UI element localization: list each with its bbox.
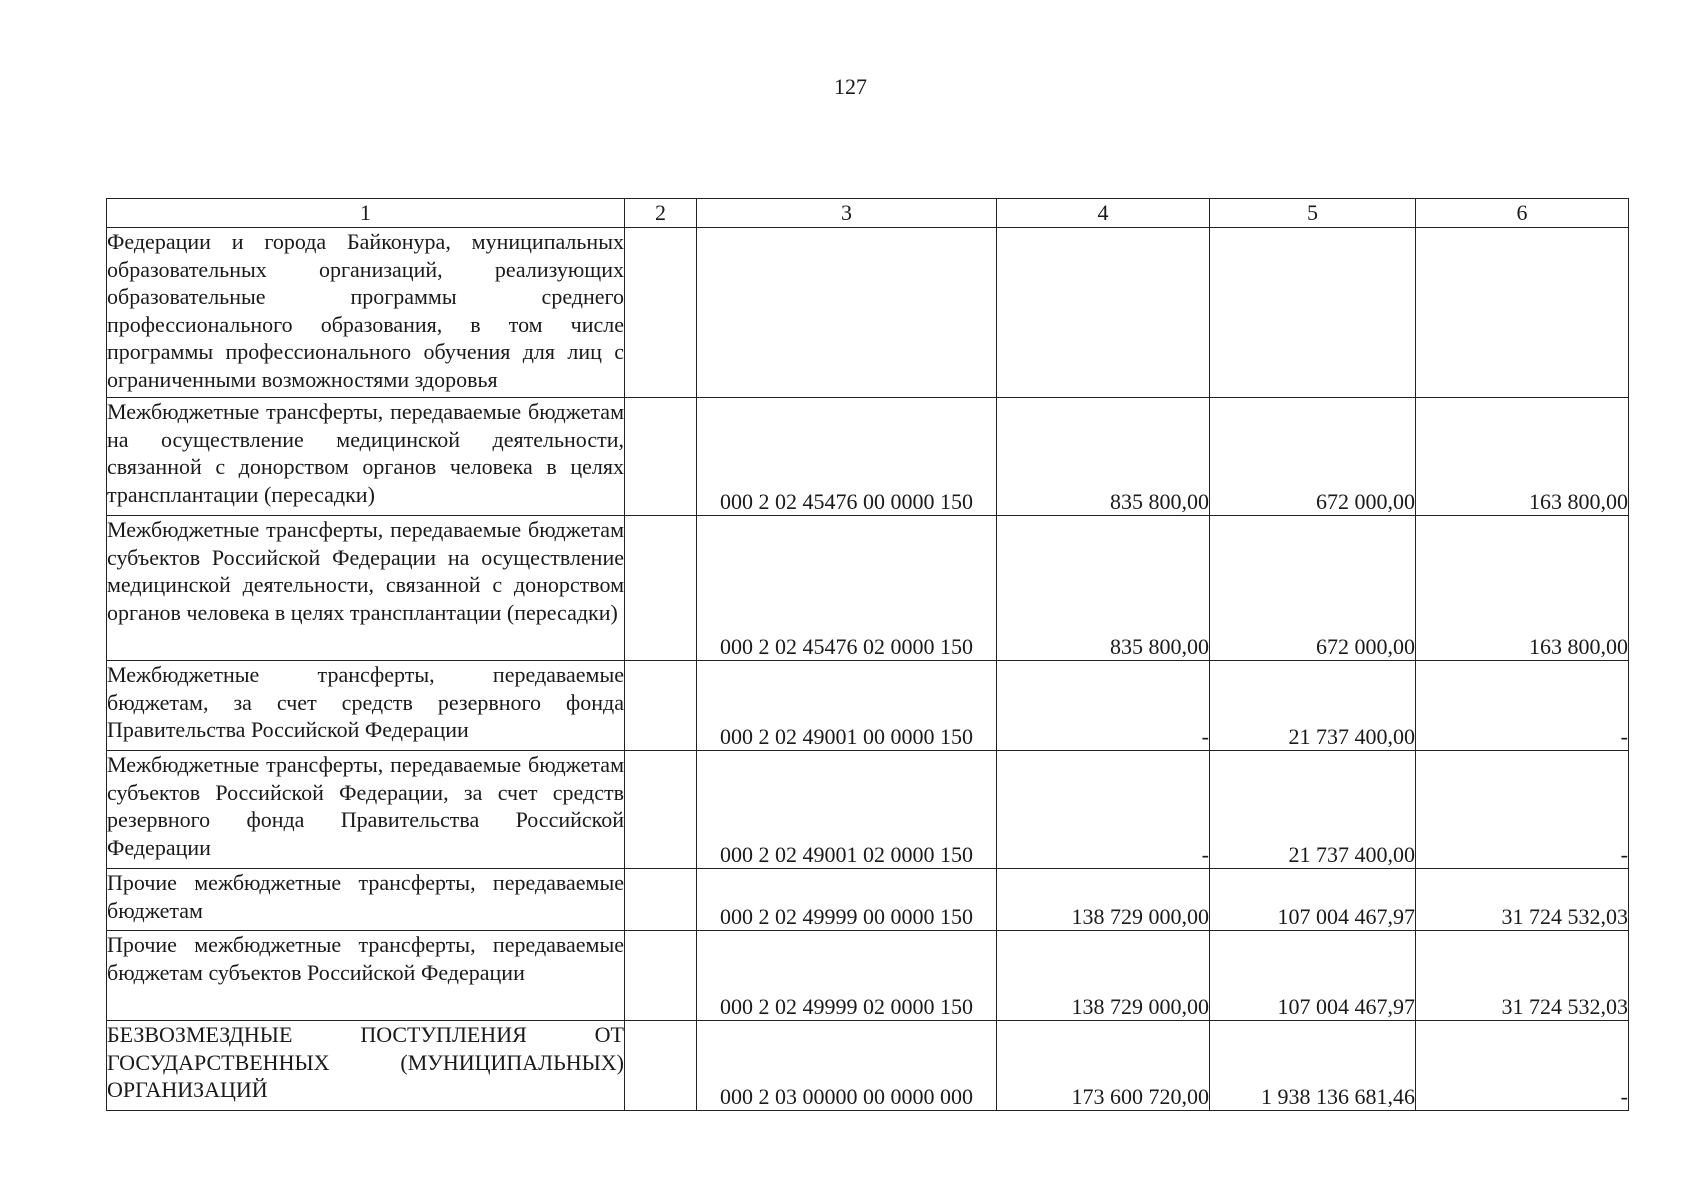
row-value-6: 31 724 532,03 — [1416, 869, 1629, 931]
row-name: Межбюджетные трансферты, передаваемые бюджетам субъектов Российской Федерации на осуществление медицинской деятельности, связанной с донорством органов человека в целях трансплантации (пересадки) — [107, 516, 625, 661]
row-col2 — [625, 516, 697, 661]
page-number: 127 — [834, 74, 867, 99]
column-header-3: 3 — [697, 199, 997, 228]
table-row — [107, 516, 1629, 661]
column-header-4: 4 — [997, 199, 1210, 228]
row-value-5 — [1210, 228, 1416, 398]
row-code: 000 2 02 49999 00 0000 150 — [697, 869, 997, 931]
table-row — [107, 661, 1629, 751]
row-value-6: 31 724 532,03 — [1416, 931, 1629, 1021]
header-row — [107, 199, 1629, 228]
row-value-5: 107 004 467,97 — [1210, 931, 1416, 1021]
row-code: 000 2 02 45476 00 0000 150 — [697, 398, 997, 516]
row-col2 — [625, 869, 697, 931]
row-value-4: 138 729 000,00 — [997, 931, 1210, 1021]
column-header-5: 5 — [1210, 199, 1416, 228]
row-name: Прочие межбюджетные трансферты, передаваемые бюджетам субъектов Российской Федерации — [107, 931, 625, 1021]
row-value-6: 163 800,00 — [1416, 398, 1629, 516]
table-row — [107, 398, 1629, 516]
row-name: БЕЗВОЗМЕЗДНЫЕ ПОСТУПЛЕНИЯ ОТ ГОСУДАРСТВЕННЫХ (МУНИЦИПАЛЬНЫХ) ОРГАНИЗАЦИЙ — [107, 1021, 625, 1111]
column-header-6: 6 — [1416, 199, 1629, 228]
row-name: Федерации и города Байконура, муниципальных образовательных организаций, реализующих образовательные программы среднего профессионального образования, в том числе программы профессионального обучения для лиц с ограниченными возможностями здоровья — [107, 228, 625, 398]
row-code: 000 2 02 49001 00 0000 150 — [697, 661, 997, 751]
row-value-5: 21 737 400,00 — [1210, 751, 1416, 869]
row-value-6: - — [1416, 751, 1629, 869]
row-value-4: 835 800,00 — [997, 398, 1210, 516]
row-value-4: 835 800,00 — [997, 516, 1210, 661]
row-code: 000 2 03 00000 00 0000 000 — [697, 1021, 997, 1111]
row-name: Межбюджетные трансферты, передаваемые бюджетам субъектов Российской Федерации, за счет средств резервного фонда Правительства Российской Федерации — [107, 751, 625, 869]
table-row — [107, 1021, 1629, 1111]
table-row — [107, 869, 1629, 931]
row-value-6 — [1416, 228, 1629, 398]
row-code: 000 2 02 49999 02 0000 150 — [697, 931, 997, 1021]
row-col2 — [625, 751, 697, 869]
row-value-6: 163 800,00 — [1416, 516, 1629, 661]
row-col2 — [625, 661, 697, 751]
row-value-4 — [997, 228, 1210, 398]
column-header-2: 2 — [625, 199, 697, 228]
row-name: Межбюджетные трансферты, передаваемые бюджетам на осуществление медицинской деятельности, связанной с донорством органов человека в целях трансплантации (пересадки) — [107, 398, 625, 516]
row-name: Межбюджетные трансферты, передаваемые бюджетам, за счет средств резервного фонда Правительства Российской Федерации — [107, 661, 625, 751]
row-value-5: 672 000,00 — [1210, 398, 1416, 516]
row-value-4: 173 600 720,00 — [997, 1021, 1210, 1111]
row-value-5: 21 737 400,00 — [1210, 661, 1416, 751]
table-row — [107, 751, 1629, 869]
row-value-5: 672 000,00 — [1210, 516, 1416, 661]
row-value-5: 1 938 136 681,46 — [1210, 1021, 1416, 1111]
row-value-6: - — [1416, 1021, 1629, 1111]
row-col2 — [625, 228, 697, 398]
budget-table — [106, 198, 1629, 1111]
row-col2 — [625, 1021, 697, 1111]
table-row — [107, 931, 1629, 1021]
row-value-4: - — [997, 751, 1210, 869]
row-code: 000 2 02 45476 02 0000 150 — [697, 516, 997, 661]
row-value-4: - — [997, 661, 1210, 751]
table-row — [107, 228, 1629, 398]
row-name: Прочие межбюджетные трансферты, передаваемые бюджетам — [107, 869, 625, 931]
column-header-1: 1 — [107, 199, 625, 228]
row-value-6: - — [1416, 661, 1629, 751]
row-col2 — [625, 398, 697, 516]
row-value-4: 138 729 000,00 — [997, 869, 1210, 931]
row-code — [697, 228, 997, 398]
row-value-5: 107 004 467,97 — [1210, 869, 1416, 931]
row-code: 000 2 02 49001 02 0000 150 — [697, 751, 997, 869]
row-col2 — [625, 931, 697, 1021]
